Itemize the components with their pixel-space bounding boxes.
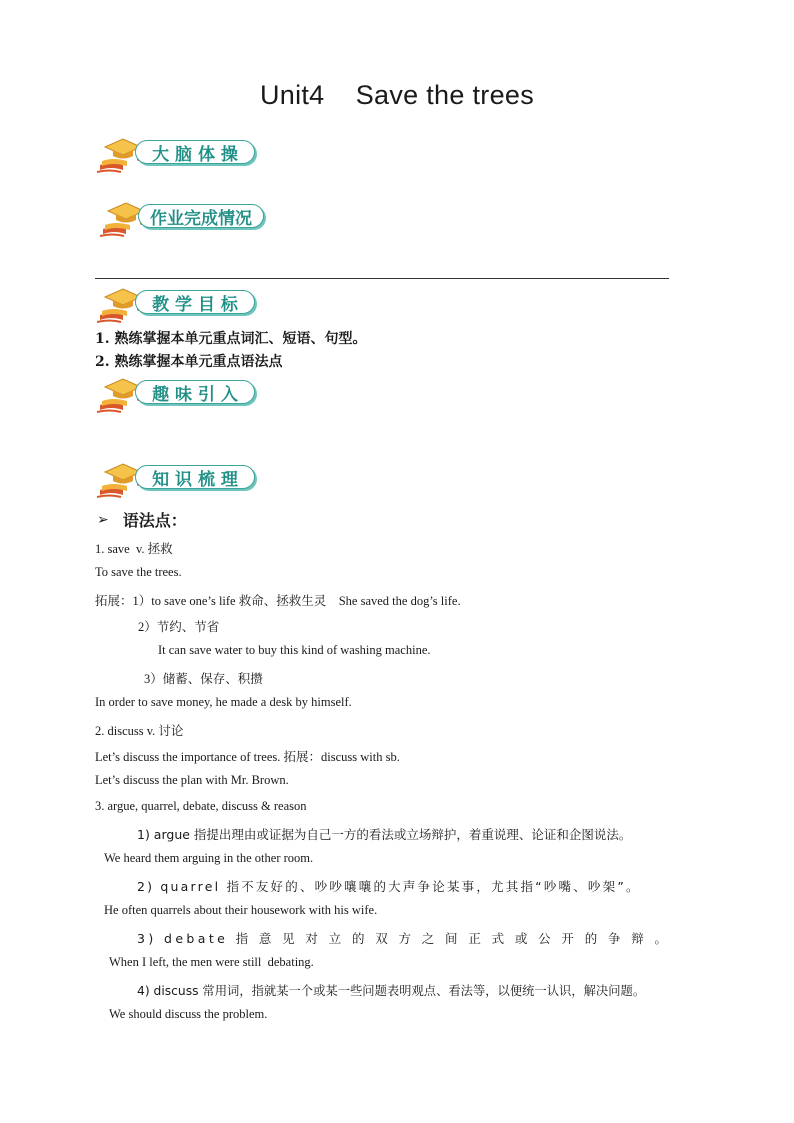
text-line: He often quarrels about their housework with his wife. [104,903,378,917]
text-line: 3. argue, quarrel, debate, discuss & reason [95,799,307,813]
text-line: We should discuss the problem. [109,1007,268,1021]
text-line: To save the trees. [95,565,182,579]
text-line: When I left, the men were still debating. [109,955,314,969]
text-line: It can save water to buy this kind of washing machine. [158,643,431,657]
arrow-bullet-icon: ➢ [97,511,109,528]
text-line: 2）节约、节省 [138,620,220,634]
badge-label: 知 识 梳 理 [135,465,255,489]
badge-knowledge [97,456,262,502]
badge-fun-intro [97,371,262,417]
text-line: 3) debate 指 意 见 对 立 的 双 方 之 间 正 式 或 公 开 的 争 辩 。 [137,931,671,946]
text-line: 4) discuss 常用词，指就某一个或某一些问题表明观点、看法等，以便统一认识，解决问题。 [137,984,646,998]
badge-label: 作业完成情况 [138,204,264,228]
text-line: 2) quarrel 指不友好的、吵吵嚷嚷的大声争论某事，尤其指“吵嘴、吵架”。 [137,879,641,894]
badge-label: 大 脑 体 操 [135,140,255,164]
text-line: Let’s discuss the importance of trees. 拓展：discuss with sb. [95,750,400,764]
text-line: 1) argue 指提出理由或证据为自己一方的看法或立场辩护，着重说理、论证和企图说法。 [137,827,632,842]
grammar-heading [97,508,187,531]
text-line: We heard them arguing in the other room. [104,851,314,865]
text-line: 拓展：1）to save one’s life 救命、拯救生灵 She saved the dog’s life. [95,594,461,608]
text-line: Let’s discuss the plan with Mr. Brown. [95,773,289,787]
grammar-heading-label: 语法点： [122,511,187,530]
goal-item: 1. 熟练掌握本单元重点词汇、短语、句型。 [95,331,367,347]
badge-label: 趣 味 引 入 [135,380,255,404]
badge-brain-exercise [97,131,262,177]
text-line: 2. discuss v. 讨论 [95,724,184,738]
badge-teaching-goals [97,281,262,327]
text-line: 3）储蓄、保存、积攒 [144,672,263,686]
page-title: Unit4 Save the trees [259,80,535,110]
goal-item: 2. 熟练掌握本单元重点语法点 [95,354,283,370]
badge-label: 教 学 目 标 [135,290,255,314]
text-line: In order to save money, he made a desk by himself. [95,695,352,709]
badge-homework [100,195,270,241]
divider [95,278,669,279]
text-line: 1. save v. 拯救 [95,542,173,556]
